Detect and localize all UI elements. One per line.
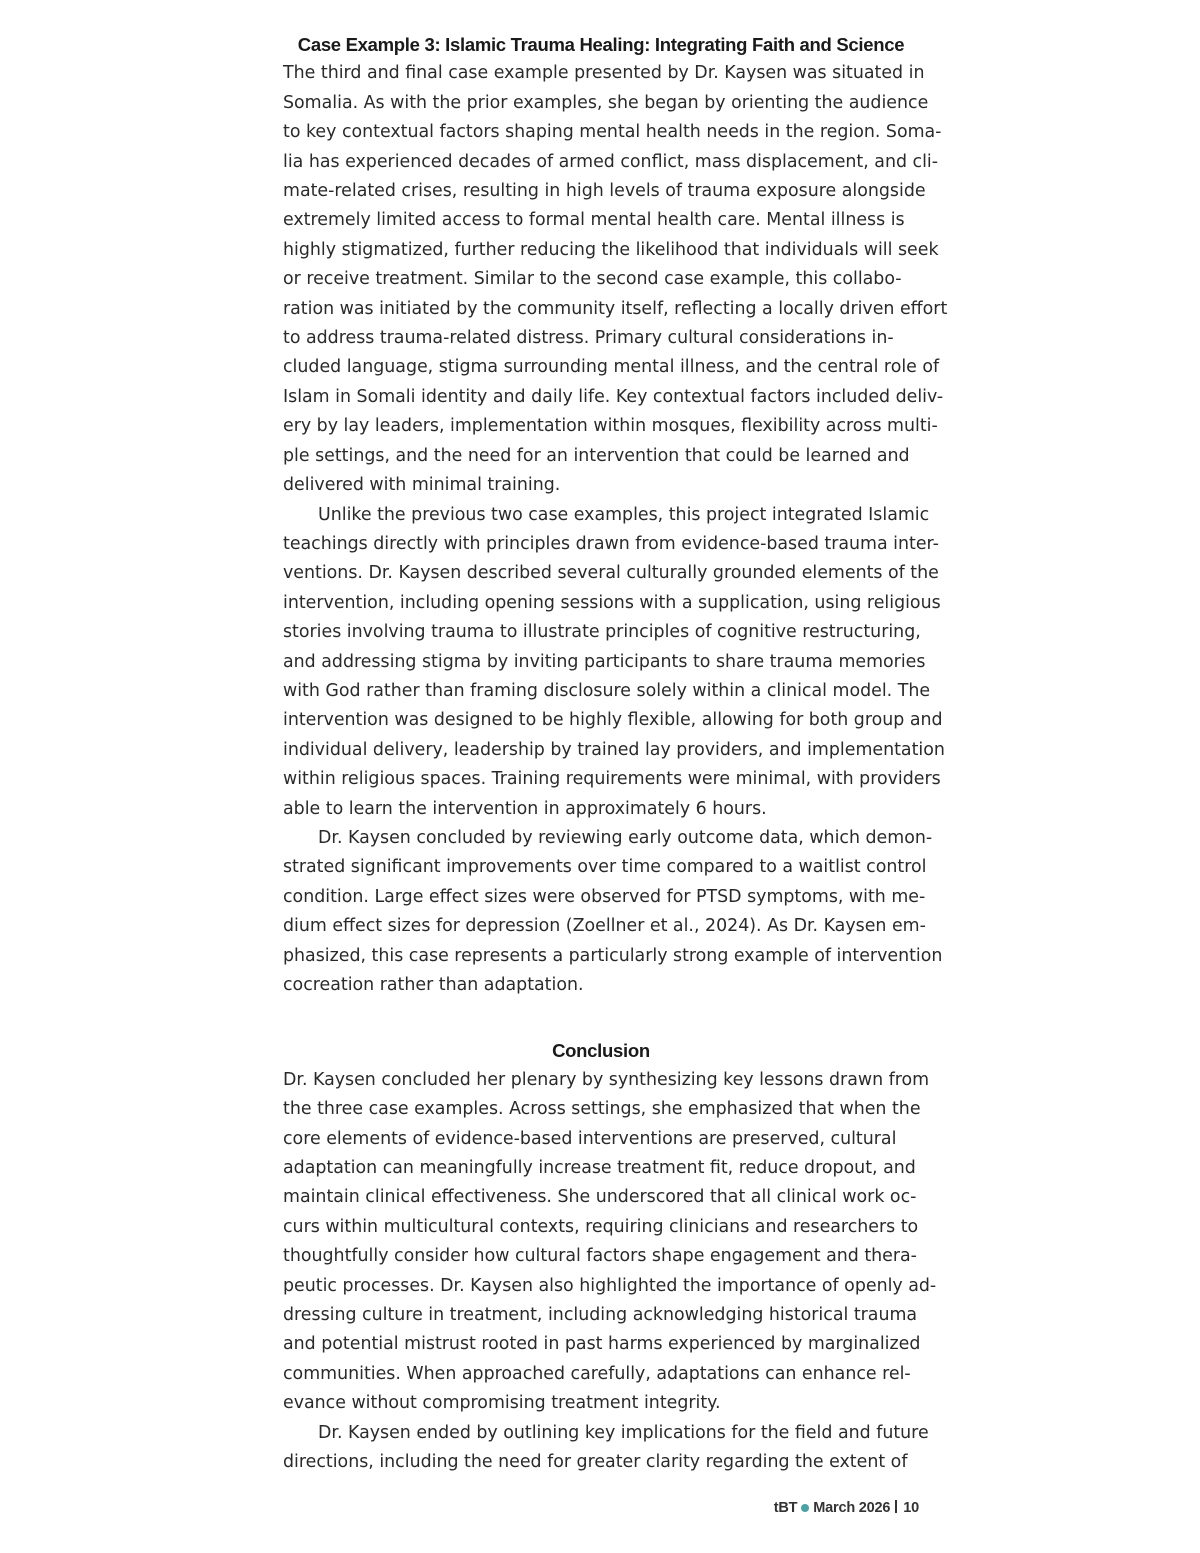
text-line: ventions. Dr. Kaysen described several culturally grounded elements of the <box>283 563 939 584</box>
text-line: communities. When approached carefully, adaptations can enhance rel- <box>283 1363 911 1384</box>
text-line: individual delivery, leadership by trained lay providers, and implementation <box>283 739 945 760</box>
text-line: teachings directly with principles drawn from evidence-based trauma inter- <box>283 533 939 554</box>
article-column <box>283 30 948 1478</box>
text-line: Somalia. As with the prior examples, she began by orienting the audience <box>283 92 929 113</box>
paragraph <box>283 824 943 1000</box>
paragraph <box>283 1419 929 1478</box>
text-line: evance without compromising treatment integrity. <box>283 1393 721 1414</box>
text-line: extremely limited access to formal mental health care. Mental illness is <box>283 210 905 231</box>
footer-publication: tBT <box>773 1500 798 1516</box>
paragraph <box>283 59 948 500</box>
text-line: peutic processes. Dr. Kaysen also highlighted the importance of openly ad- <box>283 1275 937 1296</box>
text-line: condition. Large effect sizes were observed for PTSD symptoms, with me- <box>283 886 926 907</box>
page-footer <box>774 1500 919 1516</box>
text-line: able to learn the intervention in approximately 6 hours. <box>283 798 767 819</box>
text-line: Dr. Kaysen concluded by reviewing early outcome data, which demon- <box>318 827 933 848</box>
text-line: Islam in Somali identity and daily life. Key contextual factors included deliv- <box>283 386 944 407</box>
text-line: curs within multicultural contexts, requiring clinicians and researchers to <box>283 1216 919 1237</box>
text-line: the three case examples. Across settings, she emphasized that when the <box>283 1099 921 1120</box>
text-line: delivered with minimal training. <box>283 475 561 496</box>
text-line: lia has experienced decades of armed conflict, mass displacement, and cli- <box>283 151 939 172</box>
text-line: thoughtfully consider how cultural factors shape engagement and thera- <box>283 1246 917 1267</box>
text-line: mate-related crises, resulting in high levels of trauma exposure alongside <box>283 181 926 202</box>
section-body-case-example-3 <box>283 59 948 1000</box>
text-line: highly stigmatized, further reducing the likelihood that individuals will seek <box>283 239 939 260</box>
text-line: Unlike the previous two case examples, this project integrated Islamic <box>318 504 930 525</box>
text-line: and addressing stigma by inviting participants to share trauma memories <box>283 651 926 672</box>
text-line: ration was initiated by the community itself, reflecting a locally driven effort <box>283 298 948 319</box>
text-line: ery by lay leaders, implementation within mosques, flexibility across multi- <box>283 416 938 437</box>
footer-dot-icon <box>801 1504 809 1512</box>
text-line: stories involving trauma to illustrate principles of cognitive restructuring, <box>283 622 921 643</box>
text-line: and potential mistrust rooted in past harms experienced by marginalized <box>283 1334 921 1355</box>
text-line: ple settings, and the need for an intervention that could be learned and <box>283 445 910 466</box>
text-line: adaptation can meaningfully increase treatment fit, reduce dropout, and <box>283 1158 916 1179</box>
text-line: cocreation rather than adaptation. <box>283 975 584 995</box>
text-line: or receive treatment. Similar to the second case example, this collabo- <box>283 269 902 290</box>
text-line: within religious spaces. Training requirements were minimal, with providers <box>283 769 941 790</box>
text-line: dressing culture in treatment, including acknowledging historical trauma <box>283 1305 918 1326</box>
text-line: intervention was designed to be highly flexible, allowing for both group and <box>283 710 943 731</box>
text-line: phasized, this case represents a particularly strong example of intervention <box>283 945 943 966</box>
text-line: core elements of evidence-based interventions are preserved, cultural <box>283 1128 897 1149</box>
footer-page-number: 10 <box>903 1500 919 1516</box>
footer-issue: March 2026 <box>813 1500 891 1516</box>
paragraph <box>283 501 945 824</box>
text-line: maintain clinical effectiveness. She underscored that all clinical work oc- <box>283 1187 917 1208</box>
text-line: with God rather than framing disclosure solely within a clinical model. The <box>283 680 931 701</box>
text-line: dium effect sizes for depression (Zoellner et al., 2024). As Dr. Kaysen em- <box>283 916 926 937</box>
section-heading-conclusion: Conclusion <box>552 1040 650 1062</box>
text-line: The third and final case example presented by Dr. Kaysen was situated in <box>283 63 925 84</box>
section-gap <box>283 1000 919 1036</box>
section-heading-case-example-3: Case Example 3: Islamic Trauma Healing: Integrating Faith and Science <box>297 34 905 55</box>
section-body-conclusion <box>283 1066 937 1478</box>
text-line: to key contextual factors shaping mental health needs in the region. Soma- <box>283 122 942 143</box>
paragraph <box>283 1066 937 1419</box>
text-line: strated significant improvements over time compared to a waitlist control <box>283 857 927 878</box>
footer-divider <box>895 1500 897 1513</box>
text-line: intervention, including opening sessions with a supplication, using religious <box>283 592 941 613</box>
text-line: Dr. Kaysen concluded her plenary by synthesizing key lessons drawn from <box>283 1069 930 1090</box>
text-line: to address trauma-related distress. Primary cultural considerations in- <box>283 328 894 349</box>
text-line: Dr. Kaysen ended by outlining key implications for the field and future <box>318 1422 929 1443</box>
text-line: cluded language, stigma surrounding mental illness, and the central role of <box>283 357 940 378</box>
text-line: directions, including the need for greater clarity regarding the extent of <box>283 1452 908 1473</box>
